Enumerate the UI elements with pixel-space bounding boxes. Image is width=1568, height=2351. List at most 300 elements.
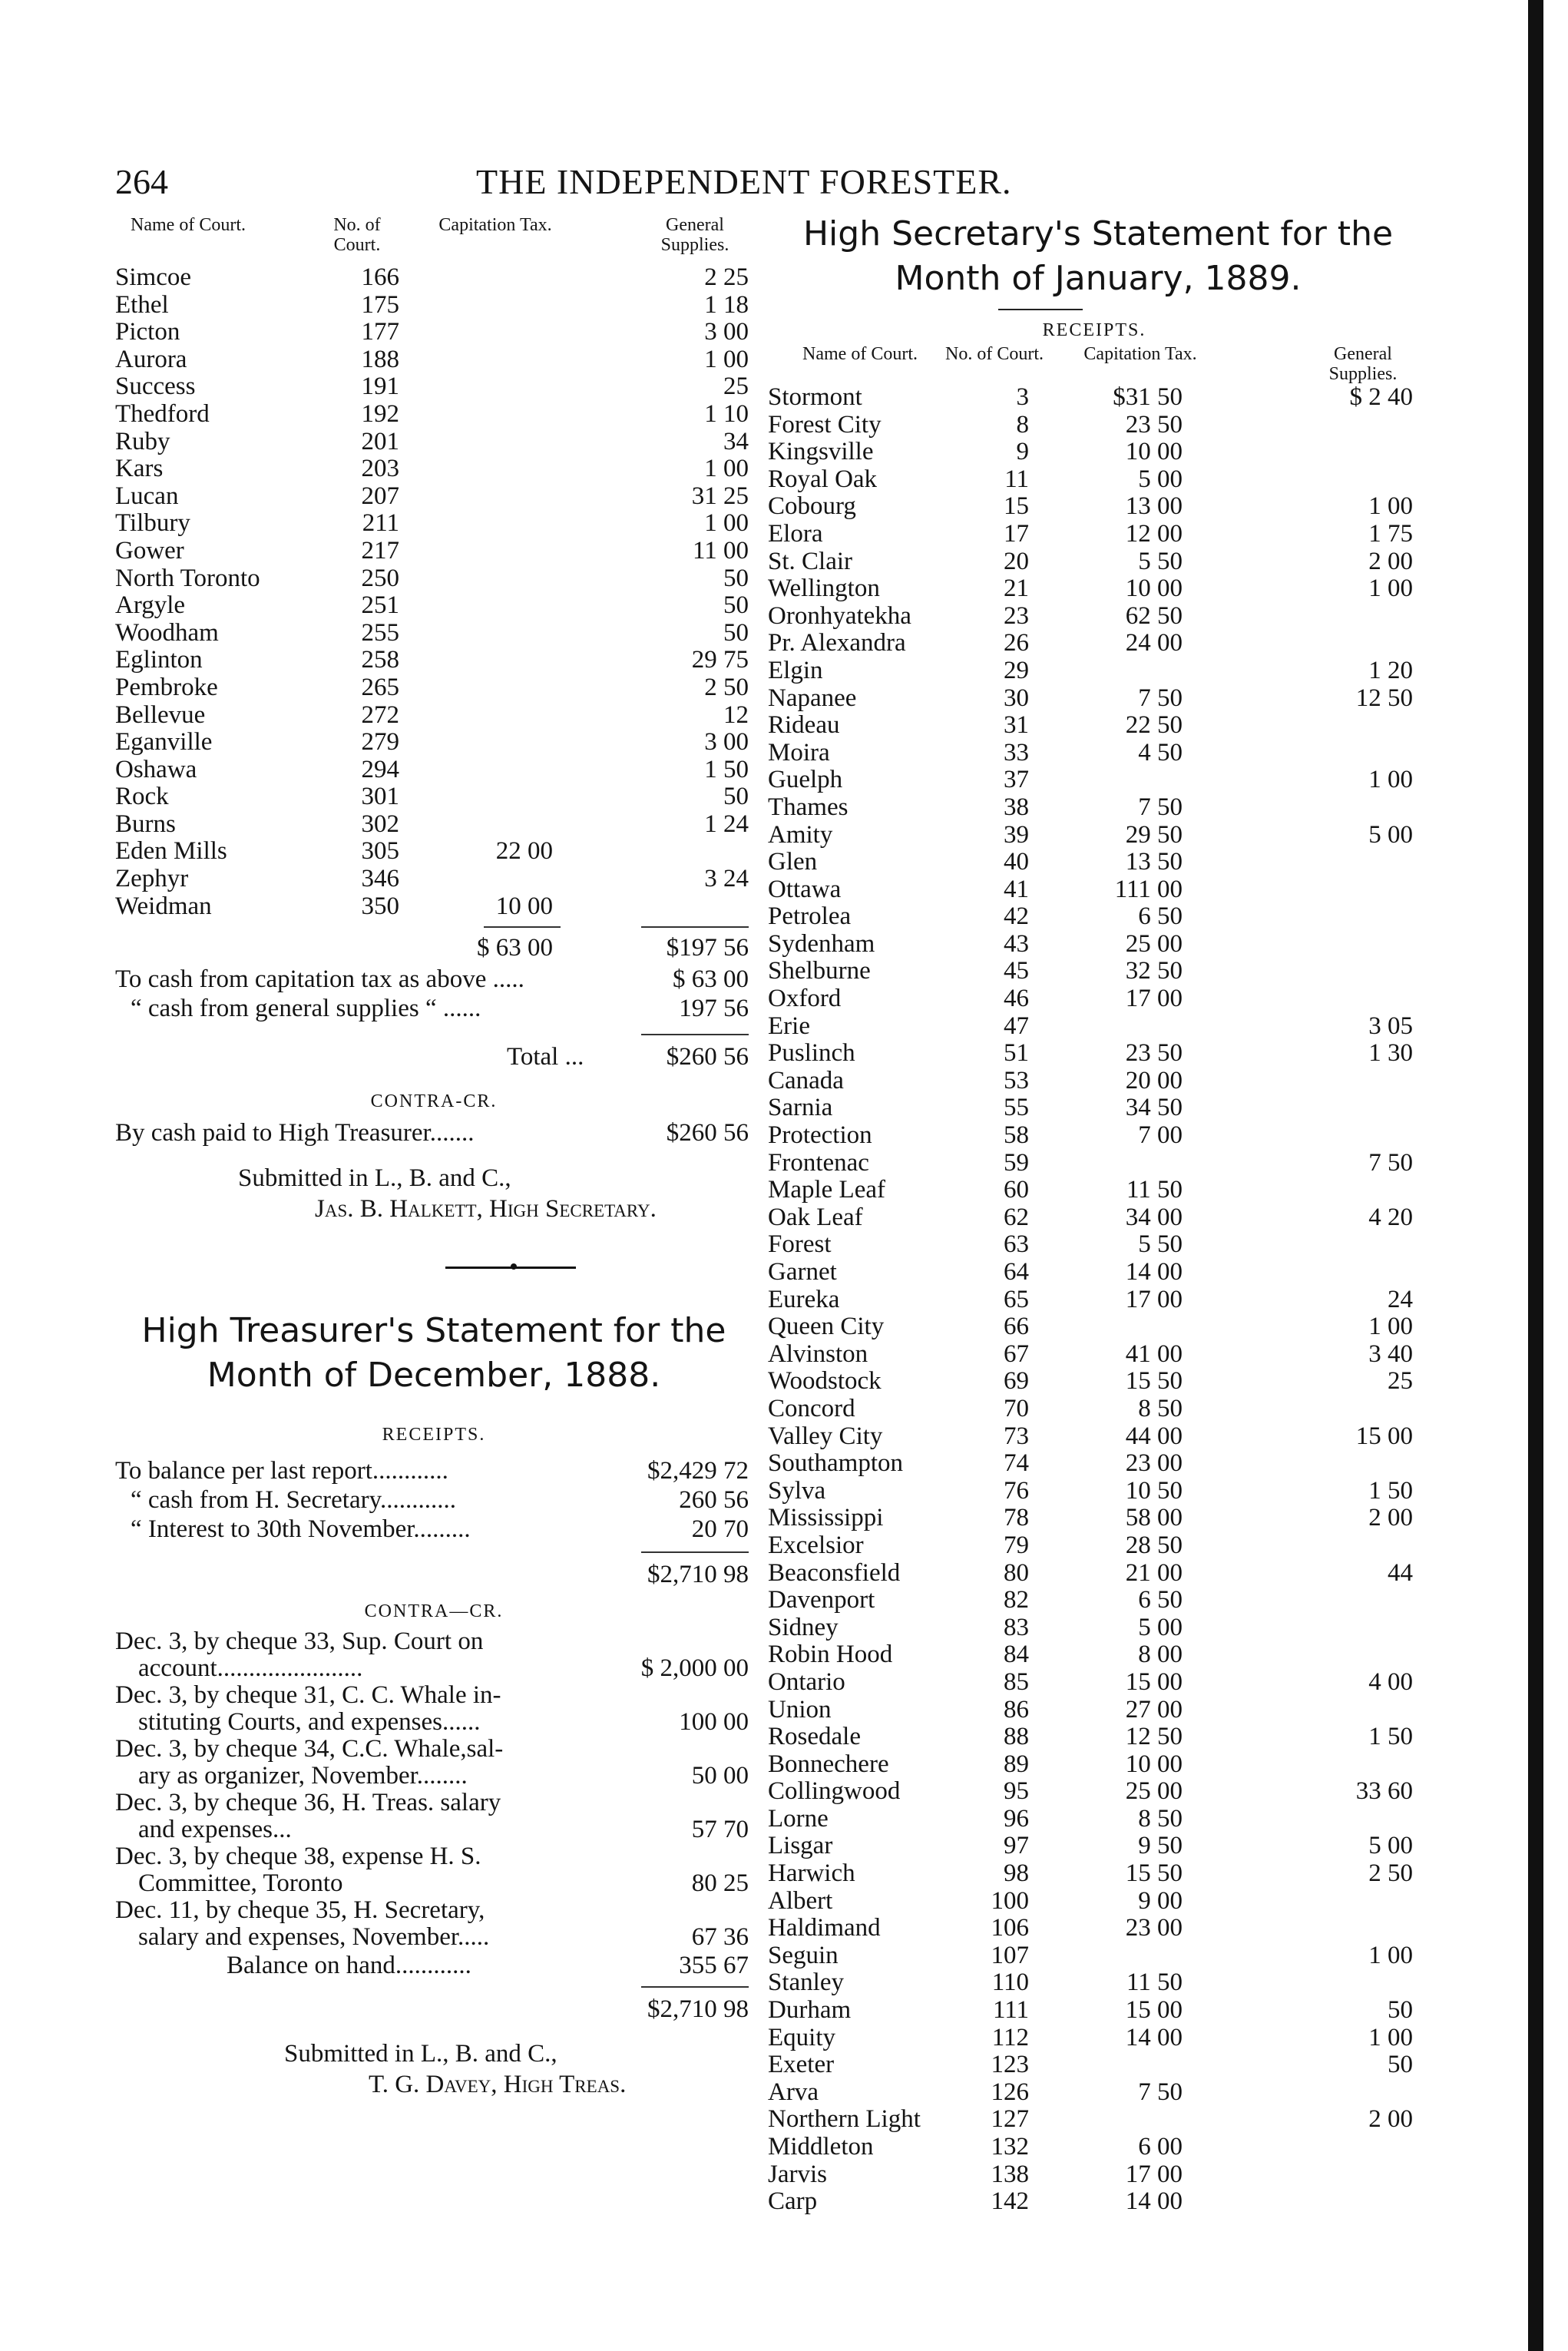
- capitation-tax: 7 50: [1138, 2078, 1183, 2106]
- general-supplies: 50: [723, 591, 749, 620]
- court-number: 85: [1004, 1667, 1029, 1696]
- payment-entry: [115, 1843, 753, 1897]
- col-gen-header: General Supplies.: [1328, 344, 1398, 384]
- total-label: Total ...: [507, 1043, 584, 1071]
- court-name: Oronhyatekha: [768, 601, 911, 630]
- court-name: Forest City: [768, 410, 882, 439]
- court-name: Cobourg: [768, 492, 856, 521]
- table-row: [768, 2079, 1421, 2107]
- table-row: [768, 1368, 1421, 1396]
- treasurer-receipts-heading: RECEIPTS.: [382, 1425, 486, 1445]
- general-supplies: 1 20: [1368, 656, 1413, 684]
- payment-line1: Dec. 3, by cheque 31, C. C. Whale in-: [115, 1681, 501, 1710]
- court-name: Napanee: [768, 684, 857, 712]
- capitation-tax: 10 50: [1125, 1476, 1183, 1505]
- court-number: 123: [991, 2051, 1029, 2079]
- court-number: 97: [1004, 1832, 1029, 1860]
- capitation-tax: 8 50: [1138, 1804, 1183, 1833]
- payment-line2: and expenses...: [138, 1816, 292, 1844]
- capitation-tax: 17 00: [1125, 2160, 1183, 2188]
- court-name: Amity: [768, 820, 833, 849]
- table-row: [768, 849, 1421, 876]
- court-number: 66: [1004, 1313, 1029, 1341]
- table-row: [768, 1259, 1421, 1286]
- court-number: 63: [1004, 1230, 1029, 1259]
- general-supplies: 50: [723, 618, 749, 647]
- table-row: [768, 2161, 1421, 2189]
- court-number: 76: [1004, 1476, 1029, 1505]
- court-number: 70: [1004, 1394, 1029, 1422]
- court-number: 95: [1004, 1777, 1029, 1806]
- capitation-tax: 8 00: [1138, 1641, 1183, 1669]
- court-name: Argyle: [115, 591, 186, 620]
- general-supplies: 44: [1388, 1558, 1413, 1587]
- court-number: 251: [361, 591, 399, 620]
- table-row: [768, 958, 1421, 985]
- capitation-tax: 14 00: [1125, 1258, 1183, 1286]
- payment-amount: $ 2,000 00: [640, 1654, 749, 1683]
- court-name: Garnet: [768, 1258, 837, 1286]
- table-row: [115, 729, 753, 757]
- col-no-header: No. of Court.: [945, 344, 1044, 364]
- court-name: Oxford: [768, 985, 842, 1013]
- court-name: Picton: [115, 318, 180, 346]
- court-name: Ethel: [115, 290, 169, 319]
- court-number: 207: [361, 482, 399, 510]
- general-supplies: 1 30: [1368, 1039, 1413, 1068]
- capitation-tax: 111 00: [1114, 875, 1183, 903]
- court-number: 9: [1016, 438, 1029, 466]
- court-name: Seguin: [768, 1941, 839, 1969]
- table-row: [768, 1204, 1421, 1232]
- court-number: 59: [1004, 1148, 1029, 1177]
- court-number: 177: [361, 318, 399, 346]
- court-number: 192: [361, 399, 399, 428]
- table-row: [768, 1806, 1421, 1833]
- table-row: [768, 1669, 1421, 1697]
- contra-line: By cash paid to High Treasurer....... $260 56: [115, 1119, 749, 1147]
- court-name: Excelsior: [768, 1531, 864, 1559]
- court-name: Alvinston: [768, 1339, 868, 1368]
- capitation-tax: $31 50: [1113, 383, 1183, 411]
- table-row: [115, 483, 753, 511]
- court-number: 82: [1004, 1586, 1029, 1614]
- court-number: 203: [361, 455, 399, 483]
- court-number: 51: [1004, 1039, 1029, 1068]
- court-number: 301: [361, 783, 399, 811]
- payment-entry: [115, 1897, 753, 1951]
- general-supplies: 34: [723, 427, 749, 455]
- capitation-tax: 10 00: [1125, 575, 1183, 603]
- table-row: [115, 674, 753, 702]
- receipt-amount: 260 56: [679, 1486, 749, 1515]
- table-row: [768, 493, 1421, 521]
- page-edge-bar: [1528, 0, 1543, 2351]
- court-number: 41: [1004, 875, 1029, 903]
- general-supplies: 50: [723, 564, 749, 592]
- total-amount: $260 56: [666, 1043, 749, 1071]
- court-name: Pr. Alexandra: [768, 629, 906, 657]
- capitation-tax: 12 50: [1125, 1723, 1183, 1751]
- court-name: Equity: [768, 2023, 835, 2051]
- court-number: 3: [1016, 383, 1029, 411]
- table-row: [115, 783, 753, 811]
- col-no-header: No. of Court.: [333, 215, 381, 255]
- court-name: Glen: [768, 848, 818, 876]
- capitation-tax: 22 50: [1125, 711, 1183, 740]
- court-number: 142: [991, 2187, 1029, 2216]
- table-row: [115, 893, 753, 921]
- table-row: [768, 1778, 1421, 1806]
- capitation-tax: 12 00: [1125, 519, 1183, 548]
- capitation-tax: 23 50: [1125, 410, 1183, 439]
- court-number: 138: [991, 2160, 1029, 2188]
- table-row: [768, 575, 1421, 603]
- court-name: Petrolea: [768, 902, 852, 931]
- table-row: [768, 985, 1421, 1013]
- court-number: 84: [1004, 1641, 1029, 1669]
- table-row: [115, 292, 753, 320]
- general-supplies: 1 50: [704, 755, 749, 783]
- general-supplies: 1 10: [704, 399, 749, 428]
- left-court-table: [115, 264, 753, 920]
- table-row: [115, 592, 753, 620]
- summary-total: [115, 1034, 753, 1080]
- table-row: [768, 794, 1421, 822]
- court-name: Oshawa: [115, 755, 197, 783]
- col-gen-header: General Supplies.: [660, 215, 729, 255]
- capitation-tax: 7 00: [1138, 1121, 1183, 1150]
- table-row: [768, 2106, 1421, 2134]
- general-supplies: 1 00: [1368, 1941, 1413, 1969]
- capitation-tax: 29 50: [1125, 820, 1183, 849]
- capitation-tax: 23 50: [1125, 1039, 1183, 1068]
- col-name-header: Name of Court.: [131, 215, 246, 235]
- court-number: 40: [1004, 848, 1029, 876]
- general-supplies: 1 00: [704, 509, 749, 538]
- total-gen: $197 56: [666, 934, 749, 962]
- court-name: Guelph: [768, 766, 843, 794]
- table-row: [768, 1450, 1421, 1478]
- capitation-tax: 17 00: [1125, 1285, 1183, 1313]
- court-name: Stanley: [768, 1969, 844, 1997]
- court-number: 188: [361, 345, 399, 373]
- court-name: Kars: [115, 455, 164, 483]
- general-supplies: $ 2 40: [1349, 383, 1413, 411]
- table-row: [768, 2134, 1421, 2161]
- court-number: 39: [1004, 820, 1029, 849]
- general-supplies: 1 18: [704, 290, 749, 319]
- table-row: [768, 1423, 1421, 1451]
- payment-amount: 100 00: [679, 1708, 749, 1737]
- table-row: [115, 264, 753, 292]
- summary-line-tax: To cash from capitation tax as above ..... $ 63 00: [115, 965, 749, 994]
- left-table-header: [115, 215, 753, 264]
- table-row: [768, 712, 1421, 740]
- table-row: [768, 1313, 1421, 1341]
- capitation-tax: 13 50: [1125, 848, 1183, 876]
- capitation-tax: 21 00: [1125, 1558, 1183, 1587]
- payment-entry: [115, 1682, 753, 1736]
- table-row: [768, 1942, 1421, 1970]
- court-name: Rideau: [768, 711, 840, 740]
- table-row: [768, 1560, 1421, 1588]
- court-name: Protection: [768, 1121, 872, 1150]
- treasurer-title: High Treasurer's Statement for the Month of December, 1888.: [141, 1311, 726, 1396]
- court-name: Thedford: [115, 399, 210, 428]
- general-supplies: 1 50: [1368, 1723, 1413, 1751]
- table-row: [115, 455, 753, 483]
- table-row: [768, 1478, 1421, 1505]
- payment-line1: Dec. 3, by cheque 33, Sup. Court on: [115, 1627, 484, 1656]
- table-row: [768, 1751, 1421, 1779]
- court-name: Wellington: [768, 575, 880, 603]
- table-row: [768, 1040, 1421, 1068]
- court-name: Oak Leaf: [768, 1203, 863, 1231]
- capitation-tax: 7 50: [1138, 684, 1183, 712]
- court-name: Collingwood: [768, 1777, 901, 1806]
- court-name: Union: [768, 1695, 832, 1724]
- court-number: 346: [361, 865, 399, 893]
- court-number: 64: [1004, 1258, 1029, 1286]
- court-name: Robin Hood: [768, 1641, 893, 1669]
- court-number: 100: [991, 1886, 1029, 1915]
- payment-line1: Dec. 3, by cheque 36, H. Treas. salary: [115, 1789, 501, 1817]
- table-row: [768, 2025, 1421, 2052]
- capitation-tax: 25 00: [1125, 929, 1183, 958]
- table-row: [115, 647, 753, 674]
- table-row: [768, 1286, 1421, 1314]
- treasurer-signature: T. G. Davey, High Treas.: [369, 2071, 627, 2099]
- payment-entry: [115, 1628, 753, 1682]
- court-name: Forest: [768, 1230, 832, 1259]
- capitation-tax: 14 00: [1125, 2023, 1183, 2051]
- capitation-tax: 11 50: [1126, 1176, 1183, 1204]
- col-tax-header: Capitation Tax.: [1083, 344, 1197, 364]
- court-name: Concord: [768, 1394, 855, 1422]
- general-supplies: 1 50: [1368, 1476, 1413, 1505]
- court-name: Woodham: [115, 618, 219, 647]
- table-row: [768, 822, 1421, 849]
- table-row: [768, 740, 1421, 767]
- general-supplies: 1 00: [1368, 575, 1413, 603]
- table-row: [768, 1997, 1421, 2025]
- general-supplies: 15 00: [1355, 1422, 1413, 1450]
- court-number: 42: [1004, 902, 1029, 931]
- page-header: [115, 161, 1428, 207]
- general-supplies: 2 00: [1368, 1504, 1413, 1532]
- table-row: [768, 2051, 1421, 2079]
- capitation-tax: 23 00: [1125, 1914, 1183, 1942]
- general-supplies: 3 24: [704, 865, 749, 893]
- general-supplies: 24: [1388, 1285, 1413, 1313]
- table-row: [115, 510, 753, 538]
- receipt-label: “ Interest to 30th November.........: [131, 1515, 471, 1544]
- journal-title: THE INDEPENDENT FORESTER.: [476, 162, 1012, 201]
- payment-line1: Dec. 3, by cheque 34, C.C. Whale,sal-: [115, 1735, 504, 1763]
- court-number: 74: [1004, 1449, 1029, 1478]
- court-name: Sarnia: [768, 1094, 833, 1122]
- general-supplies: 3 00: [704, 728, 749, 757]
- table-row: [768, 903, 1421, 931]
- court-name: Harwich: [768, 1859, 855, 1888]
- general-supplies: 2 50: [1368, 1859, 1413, 1888]
- table-row: [768, 1724, 1421, 1751]
- payment-entry: [115, 1790, 753, 1843]
- capitation-tax: 5 50: [1138, 1230, 1183, 1259]
- general-supplies: 3 05: [1368, 1012, 1413, 1040]
- general-supplies: 50: [1388, 2051, 1413, 2079]
- court-number: 55: [1004, 1094, 1029, 1122]
- table-row: [768, 1587, 1421, 1614]
- court-name: Durham: [768, 1996, 852, 2025]
- court-name: Success: [115, 373, 196, 401]
- table-row: [115, 811, 753, 839]
- court-name: Queen City: [768, 1313, 885, 1341]
- court-name: Erie: [768, 1012, 810, 1040]
- receipt-label: To balance per last report............: [115, 1457, 448, 1485]
- table-row: [768, 2188, 1421, 2216]
- capitation-tax: 6 50: [1138, 902, 1183, 931]
- court-number: 58: [1004, 1121, 1029, 1150]
- court-number: 96: [1004, 1804, 1029, 1833]
- court-name: Sydenham: [768, 929, 875, 958]
- payment-line2: account.......................: [138, 1654, 363, 1683]
- capitation-tax: 17 00: [1125, 985, 1183, 1013]
- capitation-tax: 34 00: [1125, 1203, 1183, 1231]
- general-supplies: 2 00: [1368, 2105, 1413, 2134]
- receipt-label: “ cash from H. Secretary............: [131, 1486, 456, 1515]
- capitation-tax: 8 50: [1138, 1394, 1183, 1422]
- general-supplies: 2 50: [704, 673, 749, 701]
- court-number: 112: [991, 2023, 1029, 2051]
- court-name: Southampton: [768, 1449, 904, 1478]
- court-name: Royal Oak: [768, 465, 878, 493]
- table-row: [115, 429, 753, 456]
- court-number: 43: [1004, 929, 1029, 958]
- payment-line2: salary and expenses, November.....: [138, 1923, 490, 1952]
- court-number: 45: [1004, 957, 1029, 985]
- capitation-tax: 15 00: [1125, 1667, 1183, 1696]
- table-row: [768, 1013, 1421, 1041]
- capitation-tax: 44 00: [1125, 1422, 1183, 1450]
- capitation-tax: 58 00: [1125, 1504, 1183, 1532]
- general-supplies: 31 25: [691, 482, 749, 510]
- treasurer-payments: [115, 1628, 753, 1951]
- court-number: 23: [1004, 601, 1029, 630]
- table-row: [115, 702, 753, 730]
- court-number: 79: [1004, 1531, 1029, 1559]
- court-name: Tilbury: [115, 509, 190, 538]
- court-name: Ontario: [768, 1667, 845, 1696]
- table-row: [115, 319, 753, 346]
- court-number: 88: [1004, 1723, 1029, 1751]
- court-name: Moira: [768, 738, 830, 767]
- court-number: 47: [1004, 1012, 1029, 1040]
- capitation-tax: 9 50: [1138, 1832, 1183, 1860]
- table-row: [768, 767, 1421, 794]
- table-row: [768, 1833, 1421, 1860]
- table-row: [768, 1068, 1421, 1095]
- court-name: Pembroke: [115, 673, 218, 701]
- payment-line2: Committee, Toronto: [138, 1869, 343, 1898]
- court-name: Haldimand: [768, 1914, 881, 1942]
- payment-amount: 67 36: [691, 1923, 749, 1952]
- general-supplies: 4 00: [1368, 1667, 1413, 1696]
- table-row: [768, 1094, 1421, 1122]
- court-number: 98: [1004, 1859, 1029, 1888]
- general-supplies: 50: [723, 783, 749, 811]
- table-row: [768, 1532, 1421, 1560]
- treasurer-receipts-total: $2,710 98: [115, 1551, 753, 1594]
- general-supplies: 3 00: [704, 318, 749, 346]
- court-name: Sidney: [768, 1613, 839, 1641]
- general-supplies: 50: [1388, 1996, 1413, 2025]
- table-row: [768, 1150, 1421, 1177]
- capitation-tax: 32 50: [1125, 957, 1183, 985]
- court-number: 258: [361, 646, 399, 674]
- capitation-tax: 11 50: [1126, 1969, 1183, 1997]
- contra-heading: CONTRA-CR.: [370, 1091, 498, 1112]
- total-tax: $ 63 00: [477, 934, 553, 962]
- court-name: Zephyr: [115, 865, 189, 893]
- court-name: Rosedale: [768, 1723, 861, 1751]
- court-number: 111: [992, 1996, 1029, 2025]
- court-name: Davenport: [768, 1586, 875, 1614]
- payment-line2: stituting Courts, and expenses......: [138, 1708, 481, 1737]
- general-supplies: 25: [1388, 1367, 1413, 1396]
- court-name: Burns: [115, 810, 176, 838]
- capitation-tax: 5 00: [1138, 465, 1183, 493]
- general-supplies: 2 25: [704, 263, 749, 291]
- capitation-tax: 13 00: [1125, 492, 1183, 521]
- general-supplies: 2 00: [1368, 547, 1413, 575]
- capitation-tax: 14 00: [1125, 2187, 1183, 2216]
- court-name: Rock: [115, 783, 169, 811]
- court-name: Beaconsfield: [768, 1558, 901, 1587]
- table-row: [768, 466, 1421, 494]
- general-supplies: 33 60: [1355, 1777, 1413, 1806]
- court-name: Woodstock: [768, 1367, 882, 1396]
- table-row: [768, 1641, 1421, 1669]
- court-number: 46: [1004, 985, 1029, 1013]
- court-name: Albert: [768, 1886, 833, 1915]
- general-supplies: 12 50: [1355, 684, 1413, 712]
- page-number: 264: [115, 162, 168, 201]
- capitation-tax: 6 00: [1138, 2133, 1183, 2161]
- capitation-tax: 4 50: [1138, 738, 1183, 767]
- court-name: Arva: [768, 2078, 819, 2106]
- court-name: Eganville: [115, 728, 213, 757]
- court-name: Bonnechere: [768, 1750, 889, 1778]
- general-supplies: 1 24: [704, 810, 749, 838]
- court-name: Thames: [768, 793, 849, 821]
- table-row: [768, 1888, 1421, 1916]
- table-row: [768, 630, 1421, 657]
- court-number: 217: [361, 536, 399, 565]
- table-row: [115, 620, 753, 647]
- court-number: 8: [1016, 410, 1029, 439]
- general-supplies: 4 20: [1368, 1203, 1413, 1231]
- court-name: Northern Light: [768, 2105, 921, 2134]
- col-name-header: Name of Court.: [802, 344, 918, 364]
- court-number: 294: [361, 755, 399, 783]
- table-row: [768, 1341, 1421, 1369]
- court-name: Maple Leaf: [768, 1176, 885, 1204]
- capitation-tax: 15 00: [1125, 1996, 1183, 2025]
- court-name: Lucan: [115, 482, 179, 510]
- court-name: Lisgar: [768, 1832, 833, 1860]
